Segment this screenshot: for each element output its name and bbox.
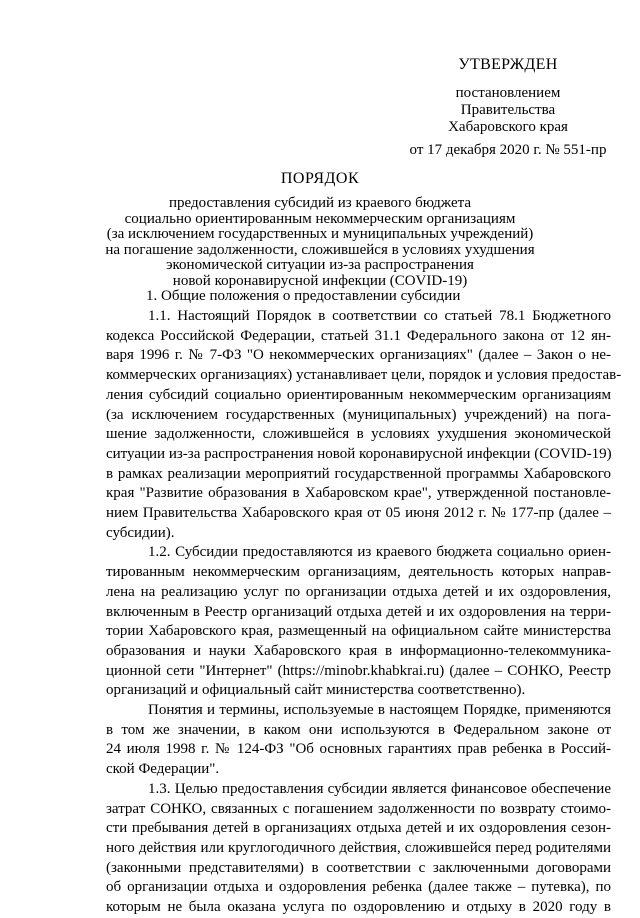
paragraph-line: шение задолженности, сложившейся в условиях ухудшения экономической: [106, 426, 611, 443]
paragraph-line: 1.3. Целью предоставления субсидии является финансовое обеспечение: [148, 780, 611, 797]
section-heading: 1. Общие положения о предоставлении субсидии: [146, 288, 461, 304]
paragraph-line: коммерческих организациях) устанавливает цели, порядок и условия предостав-: [106, 367, 622, 384]
document-subtitle: [70, 196, 570, 290]
approval-stamp: [398, 56, 618, 159]
paragraph: [106, 307, 622, 543]
paragraph-line: 1.1. Настоящий Порядок в соответствии со статьей 78.1 Бюджетного: [148, 308, 611, 324]
paragraph-line: ситуации из-за распространения новой коронавирусной инфекции (COVID-19): [106, 445, 612, 462]
paragraph: [106, 701, 611, 780]
approval-line-3: Хабаровского края: [448, 119, 568, 135]
paragraph-line: сти пребывания детей в организациях отдыха детей и их оздоровления сезон-: [106, 820, 611, 837]
paragraph-line: (законными представителями) в соответствии с заключенными договорами: [106, 859, 611, 876]
approval-line-2: Правительства: [460, 102, 556, 118]
paragraph-line: варя 1996 г. № 7-ФЗ "О некоммерческих организациях" (далее – Закон о не-: [106, 347, 611, 364]
approved-heading: УТВЕРЖДЕН: [458, 56, 558, 73]
paragraph-line: субсидии).: [106, 524, 175, 541]
subtitle-line: на погашение задолженности, сложившейся в условиях ухудшения: [105, 241, 535, 258]
approval-line-1: постановлением: [455, 85, 561, 101]
paragraph-line: лена на реализацию услуг по организации отдыха детей и их оздоровления,: [106, 583, 611, 600]
paragraph-line: затрат СОНКО, связанных с погашением задолженности по возврату стоимо-: [106, 800, 611, 817]
body-text: [106, 307, 622, 918]
paragraph-line: 1.2. Субсидии предоставляются из краевого бюджета социально ориен-: [148, 544, 611, 561]
paragraph-line: включенным в Реестр организаций отдыха детей и их оздоровления на терри-: [106, 603, 611, 620]
paragraph: [106, 780, 611, 918]
approval-date: от 17 декабря 2020 г. № 551-пр: [409, 142, 607, 158]
subtitle-line: социально ориентированным некоммерческим организациям: [124, 210, 516, 227]
paragraph-line: нием Правительства Хабаровского края от 05 июня 2012 г. № 177-пр (далее –: [106, 505, 611, 522]
paragraph-line: тированным некоммерческим организациям, деятельность которых направ-: [106, 564, 611, 581]
paragraph-line: образования и науки Хабаровского края в информационно-телекоммуника-: [106, 642, 611, 659]
paragraph: [106, 543, 611, 701]
paragraph-line: тории Хабаровского края, размещенный на официальном сайте министерства: [106, 623, 611, 640]
subtitle-line: новой коронавирусной инфекции (COVID-19): [172, 272, 468, 289]
subtitle-line: (за исключением государственных и муниципальных учреждений): [106, 226, 534, 243]
document-title: ПОРЯДОК: [280, 170, 360, 187]
paragraph-line: (за исключением государственных (муниципальных) учреждений) на пога-: [106, 406, 611, 423]
paragraph-line: ской Федерации".: [106, 761, 220, 778]
paragraph-line: в том же значении, в каком они используются в Федеральном законе от: [106, 721, 611, 738]
paragraph-line: которым не была оказана услуга по оздоровлению и отдыху в 2020 году в: [106, 899, 611, 916]
paragraph-line: в рамках реализации мероприятий государственной программы Хабаровского: [106, 465, 611, 482]
paragraph-line: края "Развитие образования в Хабаровском крае", утвержденной постановле-: [106, 485, 611, 502]
paragraph-line: ления субсидий социально ориентированным некоммерческим организациям: [106, 386, 611, 403]
paragraph-line: 24 июля 1998 г. № 124-ФЗ "Об основных гарантиях прав ребенка в Россий-: [106, 741, 611, 758]
paragraph-line: ционной сети "Интернет" (https://minobr.khabkrai.ru) (далее – СОНКО, Реестр: [106, 662, 611, 679]
paragraph-line: кодекса Российской Федерации, статьей 31.1 Федерального закона от 12 ян-: [106, 327, 611, 344]
subtitle-line: экономической ситуации из-за распространения: [166, 257, 474, 274]
paragraph-line: организаций и официальный сайт министерства соответственно).: [106, 682, 526, 699]
subtitle-line: предоставления субсидий из краевого бюджета: [168, 195, 472, 211]
paragraph-line: об организации отдыха и оздоровления ребенка (далее также – путевка), по: [106, 879, 611, 896]
paragraph-line: ного действия или круглогодичного действия, сложившейся перед родителями: [106, 839, 611, 856]
paragraph-line: Понятия и термины, используемые в настоящем Порядке, применяются: [148, 702, 611, 719]
